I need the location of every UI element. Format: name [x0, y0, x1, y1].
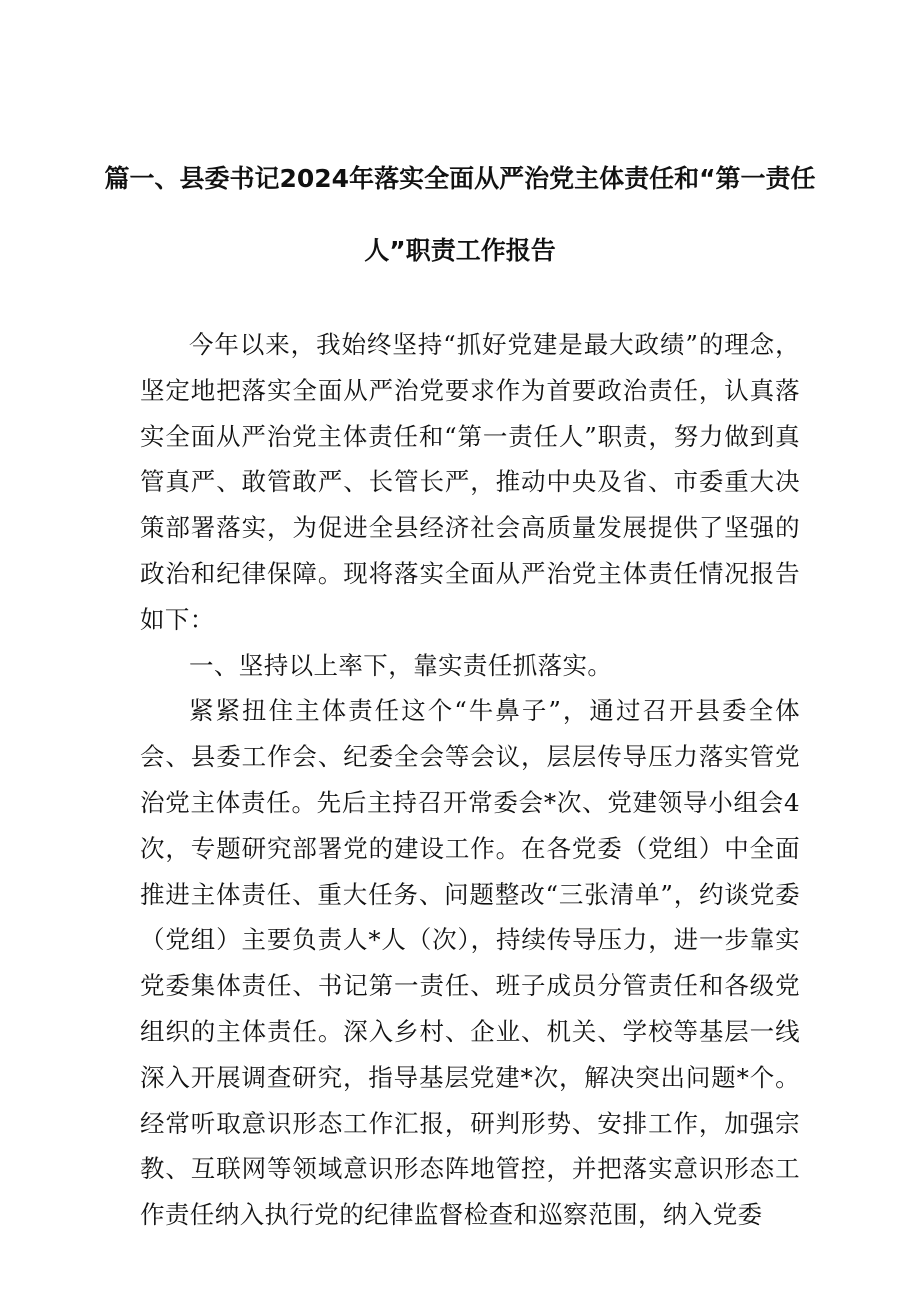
paragraph-intro: 今年以来，我始终坚持“抓好党建是最大政绩”的理念，坚定地把落实全面从严治党要求作为首要政治责任，认真落实全面从严治党主体责任和“第一责任人”职责，努力做到真管真严、敢管敢严、长管长严，推动中央及省、市委重大决策部署落实，为促进全县经济社会高质量发展提供了坚强的政治和纪律保障。现将落实全面从严治党主体责任情况报告如下： — [140, 330, 800, 634]
paragraph-section-1: 紧紧扭住主体责任这个“牛鼻子”，通过召开县委全体会、县委工作会、纪委全会等会议，层层传导压力落实管党治党主体责任。先后主持召开常委会*次、党建领导小组会4次，专题研究部署党的建设工作。在各党委（党组）中全面推进主体责任、重大任务、问题整改“三张清单”，约谈党委（党组）主要负责人*人（次），持续传导压力，进一步靠实党委集体责任、书记第一责任、班子成员分管责任和各级党组织的主体责任。深入乡村、企业、机关、学校等基层一线深入开展调查研究，指导基层党建*次，解决突出问题*个。经常听取意识形态工作汇报，研判形势、安排工作，加强宗教、互联网等领域意识形态阵地管控，并把落实意识形态工作责任纳入执行党的纪律监督检查和巡察范围，纳入党委 — [140, 696, 800, 1230]
document-title: 篇一、县委书记2024年落实全面从严治党主体责任和“第一责任人”职责工作报告 — [104, 164, 816, 265]
document-body — [140, 322, 800, 1238]
section-heading-1: 一、坚持以上率下，靠实责任抓落实。 — [189, 650, 613, 680]
